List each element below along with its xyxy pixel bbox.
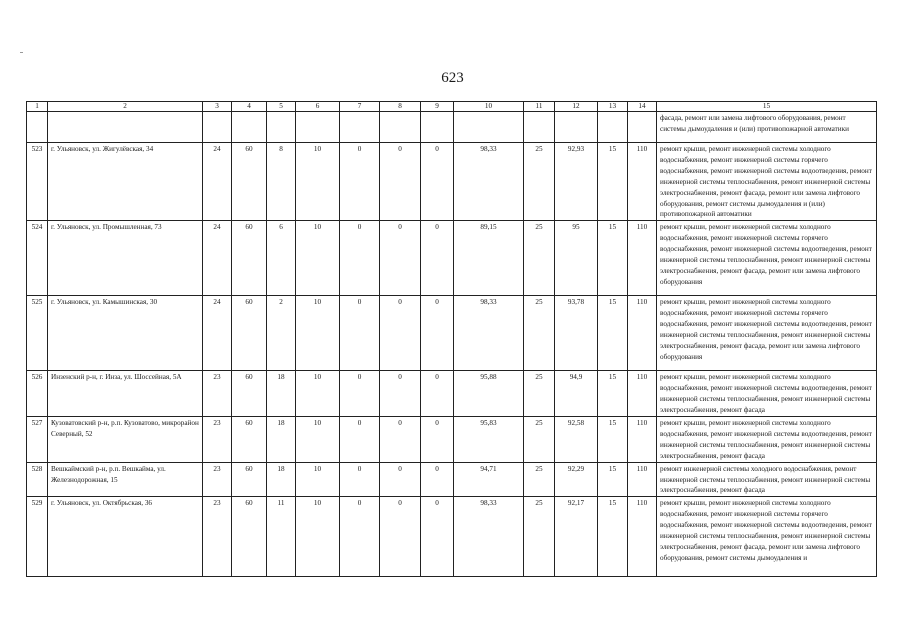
column-header: 5 [267,102,296,112]
value-cell: 0 [340,371,380,417]
table-row [27,462,877,497]
column-header: 6 [296,102,340,112]
value-cell: 10 [296,416,340,462]
value-cell: 23 [203,462,232,497]
value-cell: 23 [203,497,232,577]
value-cell: 95 [555,221,598,296]
table-row [27,143,877,221]
value-cell: 11 [267,497,296,577]
column-header: 2 [48,102,203,112]
address-cell: г. Ульяновск, ул. Промышленная, 73 [48,221,203,296]
value-cell: 25 [524,371,555,417]
works-cell: ремонт крыши, ремонт инженерной системы холодного водоснабжения, ремонт инженерной системы горячего водоснабжения, ремонт инженерной системы водоотведения, ремонт инженерной системы теплоснабжения, ремонт инженерной системы электроснабжения, ремонт фасада, ремонт или замена лифтового оборудования [657,296,877,371]
table-row [27,296,877,371]
value-cell: 98,33 [454,296,524,371]
value-cell: 15 [598,221,628,296]
column-header: 9 [421,102,454,112]
value-cell: 92,17 [555,497,598,577]
value-cell: 0 [421,371,454,417]
row-number-cell: 528 [27,462,48,497]
value-cell: 8 [267,143,296,221]
value-cell: 0 [380,296,421,371]
value-cell: 0 [340,296,380,371]
value-cell: 0 [421,221,454,296]
value-cell: 110 [628,462,657,497]
value-cell: 0 [380,497,421,577]
value-cell: 0 [380,371,421,417]
value-cell: 0 [421,416,454,462]
value-cell: 60 [232,462,267,497]
value-cell: 0 [421,462,454,497]
value-cell: 25 [524,497,555,577]
works-cell: ремонт крыши, ремонт инженерной системы холодного водоснабжения, ремонт инженерной системы горячего водоснабжения, ремонт инженерной системы водоотведения, ремонт инженерной системы теплоснабжения, ремонт инженерной системы электроснабжения, ремонт фасада, ремонт или замена лифтового оборудования, ремонт системы дымоудаления и [657,497,877,577]
table-row [27,371,877,417]
value-cell: 10 [296,296,340,371]
column-header: 1 [27,102,48,112]
column-header: 14 [628,102,657,112]
value-cell: 60 [232,371,267,417]
column-header: 15 [657,102,877,112]
value-cell: 25 [524,143,555,221]
value-cell: 18 [267,416,296,462]
address-cell: Вешкаймский р-н, р.п. Вешкайма, ул. Железнодорожная, 15 [48,462,203,497]
value-cell: 15 [598,416,628,462]
value-cell: 25 [524,416,555,462]
value-cell: 2 [267,296,296,371]
value-cell: 10 [296,497,340,577]
value-cell: 15 [598,296,628,371]
value-cell: 60 [232,221,267,296]
value-cell: 95,83 [454,416,524,462]
capital-repair-table [26,101,877,577]
column-header: 12 [555,102,598,112]
value-cell: 0 [340,143,380,221]
value-cell: 92,58 [555,416,598,462]
value-cell: 60 [232,416,267,462]
value-cell: 0 [421,143,454,221]
column-header: 7 [340,102,380,112]
value-cell: 10 [296,462,340,497]
value-cell: 24 [203,221,232,296]
value-cell: 92,93 [555,143,598,221]
value-cell: 94,9 [555,371,598,417]
value-cell: 0 [380,416,421,462]
value-cell: 0 [340,497,380,577]
row-number-cell: 526 [27,371,48,417]
table-row [27,497,877,577]
value-cell: 15 [598,143,628,221]
column-header: 4 [232,102,267,112]
column-header: 8 [380,102,421,112]
value-cell: 110 [628,371,657,417]
value-cell: 0 [380,221,421,296]
table-row [27,221,877,296]
row-number-cell: 525 [27,296,48,371]
value-cell: 24 [203,296,232,371]
row-number-cell: 529 [27,497,48,577]
works-cell: фасада, ремонт или замена лифтового оборудования, ремонт системы дымоудаления и (или) противопожарной автоматики [657,112,877,143]
value-cell: 93,78 [555,296,598,371]
value-cell: 25 [524,462,555,497]
column-header: 3 [203,102,232,112]
value-cell: 10 [296,143,340,221]
value-cell: 110 [628,221,657,296]
row-number-cell: 524 [27,221,48,296]
works-cell: ремонт крыши, ремонт инженерной системы холодного водоснабжения, ремонт инженерной системы горячего водоснабжения, ремонт инженерной системы водоотведения, ремонт инженерной системы теплоснабжения, ремонт инженерной системы электроснабжения, ремонт фасада, ремонт или замена лифтового оборудования [657,221,877,296]
works-cell: ремонт инженерной системы холодного водоснабжения, ремонт инженерной системы теплоснабжения, ремонт инженерной системы электроснабжения, ремонт фасада [657,462,877,497]
value-cell: 60 [232,296,267,371]
value-cell: 10 [296,371,340,417]
value-cell: 23 [203,416,232,462]
scan-artifact [20,52,23,53]
value-cell: 110 [628,143,657,221]
works-cell: ремонт крыши, ремонт инженерной системы холодного водоснабжения, ремонт инженерной системы водоотведения, ремонт инженерной системы теплоснабжения, ремонт инженерной системы электроснабжения, ремонт фасада [657,416,877,462]
value-cell: 0 [380,462,421,497]
value-cell: 110 [628,497,657,577]
works-cell: ремонт крыши, ремонт инженерной системы холодного водоснабжения, ремонт инженерной системы водоотведения, ремонт инженерной системы теплоснабжения, ремонт инженерной системы электроснабжения, ремонт фасада [657,371,877,417]
page-number: 623 [441,70,464,86]
value-cell: 60 [232,143,267,221]
row-number-cell: 527 [27,416,48,462]
table-row [27,416,877,462]
address-cell: Инзенский р-н, г. Инза, ул. Шоссейная, 5А [48,371,203,417]
value-cell: 0 [380,143,421,221]
value-cell: 0 [340,416,380,462]
value-cell: 92,29 [555,462,598,497]
value-cell: 15 [598,497,628,577]
value-cell: 110 [628,296,657,371]
value-cell: 15 [598,371,628,417]
value-cell: 0 [421,296,454,371]
row-number-cell: 523 [27,143,48,221]
column-header: 10 [454,102,524,112]
value-cell: 10 [296,221,340,296]
column-number-row [27,102,877,112]
value-cell: 6 [267,221,296,296]
value-cell: 89,15 [454,221,524,296]
value-cell: 110 [628,416,657,462]
value-cell: 94,71 [454,462,524,497]
address-cell: Кузоватовский р-н, р.п. Кузоватово, микрорайон Северный, 52 [48,416,203,462]
address-cell: г. Ульяновск, ул. Жигулёвская, 34 [48,143,203,221]
value-cell: 0 [421,497,454,577]
works-cell: ремонт крыши, ремонт инженерной системы холодного водоснабжения, ремонт инженерной системы горячего водоснабжения, ремонт инженерной системы водоотведения, ремонт инженерной системы теплоснабжения, ремонт инженерной системы электроснабжения, ремонт фасада, ремонт или замена лифтового оборудования, ремонт системы дымоудаления и (или) противопожарной автоматики [657,143,877,221]
value-cell: 98,33 [454,143,524,221]
value-cell: 98,33 [454,497,524,577]
address-cell: г. Ульяновск, ул. Камышинская, 30 [48,296,203,371]
column-header: 13 [598,102,628,112]
value-cell: 23 [203,371,232,417]
address-cell: г. Ульяновск, ул. Октябрьская, 36 [48,497,203,577]
value-cell: 18 [267,371,296,417]
value-cell: 95,88 [454,371,524,417]
value-cell: 25 [524,296,555,371]
column-header: 11 [524,102,555,112]
value-cell: 18 [267,462,296,497]
value-cell: 60 [232,497,267,577]
value-cell: 15 [598,462,628,497]
value-cell: 25 [524,221,555,296]
value-cell: 0 [340,462,380,497]
value-cell: 24 [203,143,232,221]
continuation-row [27,112,877,143]
value-cell: 0 [340,221,380,296]
